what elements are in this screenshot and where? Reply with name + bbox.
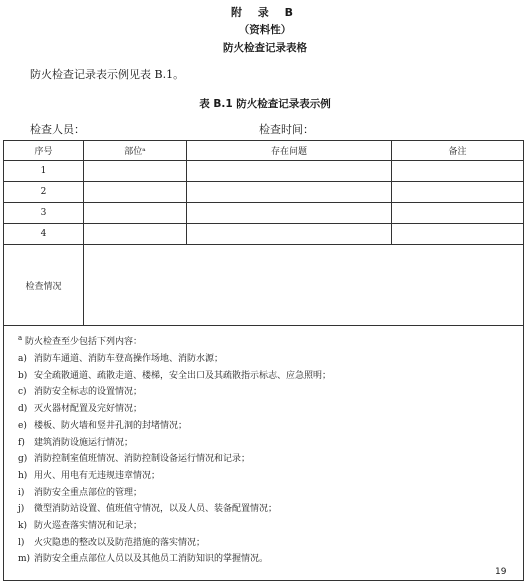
footnote-item-text: 用火、用电有无违规违章情况； [34,470,161,481]
remarks-cell [392,203,524,224]
footnote-item-key: h) [18,470,28,481]
footnote-item-text: 建筑消防设施运行情况； [34,437,134,448]
page-number: 19 [495,567,507,577]
row-number: 1 [4,161,84,182]
table-row [4,182,524,203]
remarks-cell [392,224,524,245]
table-row [4,224,524,245]
table-row [4,203,524,224]
issues-cell [187,161,392,182]
inspection-record-table [3,140,524,581]
footnote-item [18,451,523,468]
footnote-title [18,334,523,347]
footnote-item-key: a) [18,354,27,364]
footnote-item [18,351,523,368]
appendix-heading: 防火检查记录表格 [223,42,307,54]
footnote-item-key: j) [18,504,25,515]
situation-cell [84,245,524,326]
footnote-item [18,384,523,401]
footnote-item-key: i) [18,487,25,498]
footnote-item [18,468,523,485]
footnote-item [18,368,523,385]
remarks-cell [392,161,524,182]
issues-cell [187,182,392,203]
footnote-item [18,435,523,452]
footnote-item-key: c) [18,387,27,398]
footnote-item-key: b) [18,370,28,381]
header-seq: 序号 [4,141,84,161]
footnote-item-key: l) [18,537,25,548]
issues-cell [187,224,392,245]
footnote-item-text: 消防车通道、消防车登高操作场地、消防水源； [34,354,224,364]
footnote-item-text: 消防安全重点部位的管理； [34,487,143,498]
header-issues: 存在问题 [187,141,392,161]
table-row [4,161,524,182]
footnote-item [18,418,523,435]
footnote-item [18,501,523,518]
location-cell [84,182,187,203]
header-location: 部位ᵃ [84,141,187,161]
row-number: 3 [4,203,84,224]
row-number: 2 [4,182,84,203]
footnote-item-text: 微型消防站设置、值班值守情况，以及人员、装备配置情况； [34,504,278,515]
footnote-item-text: 消防控制室值班情况、消防控制设备运行情况和记录； [34,454,251,465]
footnote-item-key: g) [18,454,28,465]
location-cell [84,224,187,245]
footnote-item-text: 安全疏散通道、疏散走道、楼梯，安全出口及其疏散指示标志、应急照明； [34,370,332,381]
header-remarks: 备注 [392,141,524,161]
footnote-item [18,535,523,552]
footnote-intro: 防火检查至少包括下列内容： [22,337,143,347]
footnote-item-key: k) [18,521,27,532]
intro-text: 防火检查记录表示例见表 B.1。 [30,68,185,81]
footnote-item-text: 消防安全标志的设置情况； [34,387,143,398]
footnote-item [18,485,523,502]
footnote-cell [4,326,524,581]
appendix-title: 附 录 B [230,6,300,19]
appendix-type: （资料性） [238,24,292,36]
table-caption: 表 B.1 防火检查记录表示例 [199,98,331,110]
footnote-item-text: 灭火器材配置及完好情况； [34,404,143,415]
footnote-row [4,326,524,581]
footnote-item-key: m) [18,554,31,565]
location-cell [84,161,187,182]
issues-cell [187,203,392,224]
location-cell [84,203,187,224]
footnote-item-text: 消防安全重点部位人员以及其他员工消防知识的掌握情况。 [34,554,269,565]
situation-row [4,245,524,326]
footnote-item-key: d) [18,404,28,415]
remarks-cell [392,182,524,203]
table-header-row [4,141,524,161]
footnote-item-key: f) [18,437,25,448]
footnote-item-key: e) [18,420,27,431]
inspector-label: 检查人员： [30,123,85,136]
footnote-list [18,351,523,568]
footnote-item-text: 防火巡查落实情况和记录； [34,521,143,532]
footnote-item-text: 楼板、防火墙和竖井孔洞的封堵情况； [34,420,188,431]
footnote-item-text: 火灾隐患的整改以及防范措施的落实情况； [34,537,206,548]
footnote-marker: a [18,334,23,342]
footnote-item [18,401,523,418]
footnote-item [18,551,523,568]
situation-label: 检查情况 [4,245,84,326]
footnote-item [18,518,523,535]
row-number: 4 [4,224,84,245]
inspection-time-label: 检查时间： [259,123,314,136]
